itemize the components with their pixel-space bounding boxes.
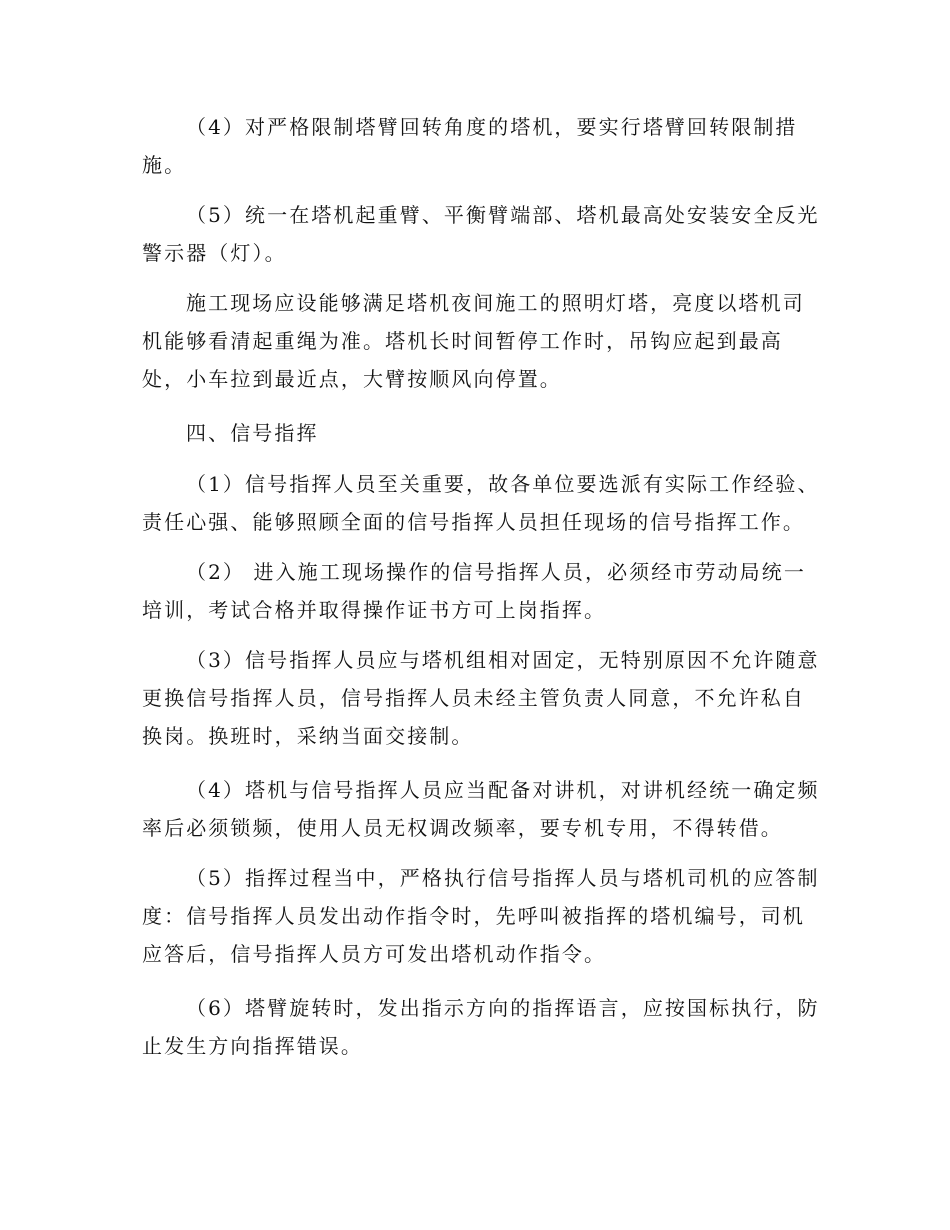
paragraph-line: （6）塔臂旋转时，发出指示方向的指挥语言，应按国标执行，防 bbox=[186, 996, 820, 1020]
paragraph-line: （1）信号指挥人员至关重要，故各单位要选派有实际工作经验、 bbox=[186, 472, 820, 496]
paragraph-night-lighting bbox=[142, 284, 812, 398]
paragraph-line: 机能够看清起重绳为准。塔机长时间暂停工作时，吊钩应起到最高 bbox=[142, 329, 783, 353]
paragraph-line: 处，小车拉到最近点，大臂按顺风向停置。 bbox=[142, 367, 562, 391]
paragraph-line: 止发生方向指挥错误。 bbox=[142, 1034, 363, 1058]
section-heading-signal-command bbox=[142, 414, 812, 452]
paragraph-warning-lights bbox=[142, 196, 820, 272]
paragraph-line: 施。 bbox=[142, 153, 187, 177]
paragraph-line: （5）统一在塔机起重臂、平衡臂端部、塔机最高处安装安全反光 bbox=[186, 203, 820, 227]
section-heading: 四、信号指挥 bbox=[186, 421, 319, 445]
paragraph-response-system bbox=[142, 859, 820, 973]
paragraph-line: 度：信号指挥人员发出动作指令时，先呼叫被指挥的塔机编号，司机 bbox=[142, 904, 805, 928]
paragraph-signal-personnel-training bbox=[142, 553, 812, 629]
paragraph-line: 责任心强、能够照顾全面的信号指挥人员担任现场的信号指挥工作。 bbox=[142, 510, 805, 534]
paragraph-signal-personnel-selection bbox=[142, 465, 820, 541]
paragraph-rotation-direction bbox=[142, 989, 820, 1065]
paragraph-line: 应答后，信号指挥人员方可发出塔机动作指令。 bbox=[142, 942, 607, 966]
paragraph-line: 施工现场应设能够满足塔机夜间施工的照明灯塔，亮度以塔机司 bbox=[186, 291, 805, 315]
paragraph-line: （3）信号指挥人员应与塔机组相对固定，无特别原因不允许随意 bbox=[186, 648, 820, 672]
paragraph-walkie-talkie bbox=[142, 771, 820, 847]
paragraph-line: 更换信号指挥人员，信号指挥人员未经主管负责人同意，不允许私自 bbox=[142, 686, 805, 710]
paragraph-line: 率后必须锁频，使用人员无权调改频率，要专机专用，不得转借。 bbox=[142, 816, 783, 840]
paragraph-line: （2） 进入施工现场操作的信号指挥人员，必须经市劳动局统一 bbox=[186, 560, 806, 584]
paragraph-signal-personnel-fixed bbox=[142, 641, 820, 755]
paragraph-line: 换岗。换班时，采纳当面交接制。 bbox=[142, 724, 474, 748]
paragraph-line: （4）塔机与信号指挥人员应当配备对讲机，对讲机经统一确定频 bbox=[186, 778, 820, 802]
paragraph-line: （5）指挥过程当中，严格执行信号指挥人员与塔机司机的应答制 bbox=[186, 866, 820, 890]
paragraph-tower-arm-rotation-limit bbox=[142, 108, 812, 184]
paragraph-line: 警示器（灯）。 bbox=[142, 241, 287, 265]
paragraph-line: （4）对严格限制塔臂回转角度的塔机，要实行塔臂回转限制措 bbox=[186, 115, 798, 139]
paragraph-line: 培训，考试合格并取得操作证书方可上岗指挥。 bbox=[142, 598, 607, 622]
